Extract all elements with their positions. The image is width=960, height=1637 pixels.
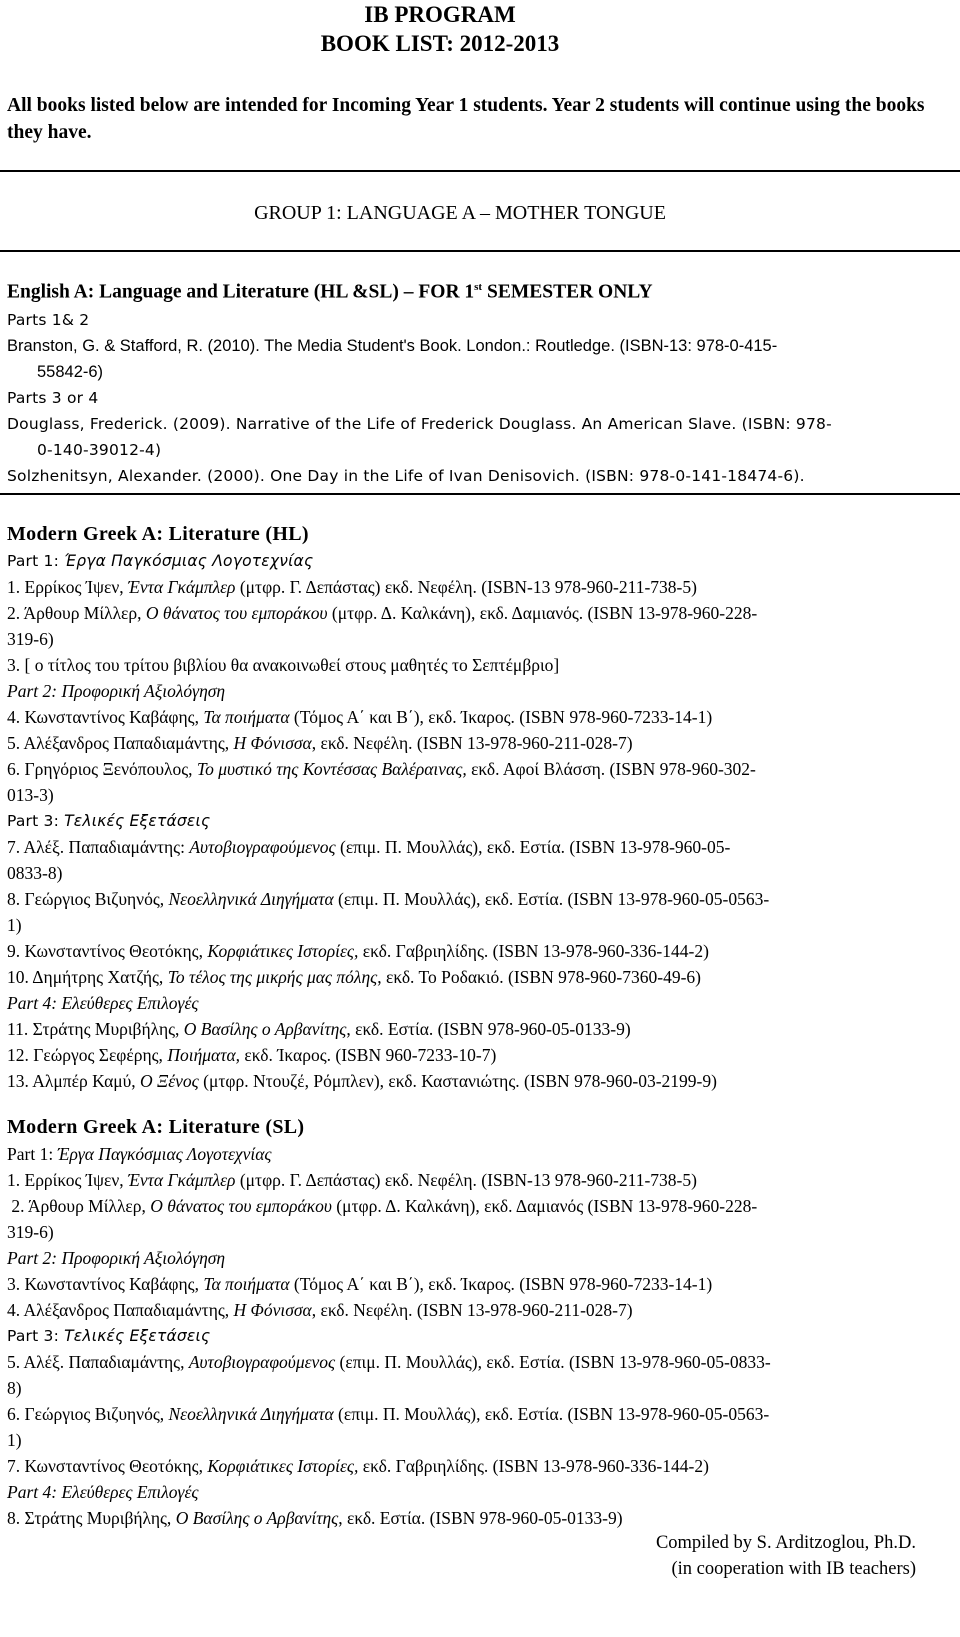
item-details: εκδ. Ίκαρος. (ISBN 960-7233-10-7) <box>240 1045 497 1065</box>
item-author: 10. Δημήτρης Χατζής, <box>7 967 168 987</box>
item-title: Η Φόνισσα <box>233 1300 312 1320</box>
item-author: 4. Αλέξανδρος Παπαδιαμάντης, <box>7 1300 234 1320</box>
part1-title: Έργα Παγκόσμιας Λογοτεχνίας <box>57 1144 272 1164</box>
part1-title: Έργα Παγκόσμιας Λογοτεχνίας <box>64 552 314 570</box>
english-parts-1-2: Parts 1& 2 <box>7 310 90 329</box>
douglass-line-2: 0-140-39012-4) <box>37 440 162 459</box>
part3-title: Τελικές Εξετάσεις <box>64 1327 211 1345</box>
item-author: 6. Γρηγόριος Ξενόπουλος, <box>7 759 197 779</box>
greek-sl-section <box>7 1113 957 1531</box>
branston-line-1: Branston, G. & Stafford, R. (2010). The Media Student's Book. London.: Routledge. (ISBN-13: 978-0-415- <box>7 336 778 355</box>
book-list-title: BOOK LIST: 2012-2013 <box>320 31 560 56</box>
greek-hl-item-6 <box>7 756 957 782</box>
part3-label: Part 3: <box>7 1327 65 1345</box>
item-title: Νεοελληνικά Διηγήματα <box>168 1404 334 1424</box>
greek-sl-part2 <box>7 1245 957 1271</box>
solzhenitsyn-isbn: (ISBN: 978-0-141-18474-6). <box>585 466 805 485</box>
item-details: (μτφρ. Δ. Καλκάνη), εκδ. Δαμιανός. (ISBN 13-978-960-228- <box>327 603 758 623</box>
greek-sl-item-5 <box>7 1349 957 1375</box>
item-details: (επιμ. Π. Μουλλάς), εκδ. Εστία. (ISBN 13-978-960-05-0833- <box>335 1352 771 1372</box>
branston-line-2: 55842-6) <box>37 362 104 381</box>
item-details: εκδ. Αφοί Βλάσση. (ISBN 978-960-302- <box>466 759 756 779</box>
greek-hl-part4 <box>7 990 957 1016</box>
english-heading-text: English A: Language and Literature (HL &SL) – FOR 1 <box>7 281 475 303</box>
item-title: Έντα Γκάμπλερ <box>128 1170 236 1190</box>
item-title: Αυτοβιογραφούμενος <box>189 837 336 857</box>
greek-hl-section <box>7 520 957 1094</box>
part3-title: Τελικές Εξετάσεις <box>64 812 211 830</box>
greek-hl-item-2-cont: 319-6) <box>7 629 54 649</box>
item-title: Το τέλος της μικρής μας πόλης <box>167 967 378 987</box>
greek-hl-item-12 <box>7 1042 957 1068</box>
item-title: Η Φόνισσα <box>233 733 312 753</box>
solzhenitsyn-line <box>7 463 957 489</box>
greek-hl-item-6-cont: 013-3) <box>7 785 54 805</box>
greek-sl-item-3 <box>7 1271 957 1297</box>
part1-label: Part 1: <box>7 552 65 570</box>
solzhenitsyn-title: One Day in the Life of Ivan Denisovich. <box>270 466 586 485</box>
item-title: Αυτοβιογραφούμενος <box>188 1352 336 1372</box>
item-author: 6. Γεώργιος Βιζυηνός, <box>7 1404 169 1424</box>
greek-sl-part3 <box>7 1323 957 1349</box>
greek-sl-item-6 <box>7 1401 957 1427</box>
item-details: (Τόμος Α΄ και Β΄), εκδ. Ίκαρος. (ISBN 978-960-7233-14-1) <box>289 1274 713 1294</box>
greek-hl-item-10 <box>7 964 957 990</box>
greek-sl-item-6-cont: 1) <box>7 1430 22 1450</box>
item-details: , εκδ. Εστία. (ISBN 978-960-05-0133-9) <box>338 1508 623 1528</box>
greek-sl-heading: Modern Greek A: Literature (SL) <box>7 1116 305 1138</box>
greek-hl-item-9 <box>7 938 957 964</box>
english-heading <box>7 273 957 307</box>
part2-title: Part 2: Προφορική Αξιολόγηση <box>7 681 226 701</box>
item-author: 3. Κωνσταντίνος Καβάφης, <box>7 1274 204 1294</box>
item-details: εκδ. Γαβριηλίδης. (ISBN 13-978-960-336-144-2) <box>358 1456 709 1476</box>
item-title: Ο θάνατος του εμποράκου <box>150 1196 332 1216</box>
greek-sl-item-2-cont: 319-6) <box>7 1222 54 1242</box>
item-title: Τα ποιήματα <box>203 707 290 727</box>
item-details: (επιμ. Π. Μουλλάς), εκδ. Εστία. (ISBN 13-978-960-05-0563- <box>333 1404 770 1424</box>
item-author: 12. Γεώργος Σεφέρης, <box>7 1045 168 1065</box>
part4-title: Part 4: Ελεύθερες Επιλογές <box>7 1482 199 1502</box>
greek-sl-item-7 <box>7 1453 957 1479</box>
greek-hl-part3 <box>7 808 957 834</box>
greek-hl-item-7 <box>7 834 957 860</box>
douglass-author: Douglass, Frederick. (2009). <box>7 414 236 433</box>
part2-title: Part 2: Προφορική Αξιολόγηση <box>7 1248 226 1268</box>
greek-sl-item-5-cont: 8) <box>7 1378 22 1398</box>
greek-hl-item-11 <box>7 1016 957 1042</box>
greek-sl-part4 <box>7 1479 957 1505</box>
item-author: 7. Κωνσταντίνος Θεοτόκης, <box>7 1456 208 1476</box>
item-title: Ο Βασίλης ο Αρβανίτης <box>183 1019 347 1039</box>
english-heading-tail: SEMESTER ONLY <box>482 281 653 303</box>
item-title: Κορφιάτικες Ιστορίες, <box>207 941 359 961</box>
cooperation-note: (in cooperation with IB teachers) <box>671 1559 916 1579</box>
greek-sl-item-1 <box>7 1167 957 1193</box>
greek-hl-part1 <box>7 548 957 574</box>
greek-hl-item-1 <box>7 574 957 600</box>
divider-top <box>0 170 960 172</box>
intro-paragraph: All books listed below are intended for Incoming Year 1 students. Year 2 students will continue using the books they have. <box>7 95 925 143</box>
greek-hl-heading: Modern Greek A: Literature (HL) <box>7 523 309 545</box>
douglass-line-1 <box>7 411 957 437</box>
item-author: 9. Κωνσταντίνος Θεοτόκης, <box>7 941 208 961</box>
item-author: 7. Αλέξ. Παπαδιαμάντης: <box>7 837 190 857</box>
greek-sl-part1 <box>7 1141 957 1167</box>
program-title: IB PROGRAM <box>364 2 516 27</box>
item-author: 13. Αλμπέρ Καμύ, <box>7 1071 141 1091</box>
item-title: Νεοελληνικά Διηγήματα <box>168 889 334 909</box>
item-title: Ποιήματα, <box>167 1045 241 1065</box>
item-title: Το μυστικό της Κοντέσσας Βαλέραινας, <box>196 759 467 779</box>
item-title: Κορφιάτικες Ιστορίες, <box>207 1456 359 1476</box>
part3-label: Part 3: <box>7 812 65 830</box>
item-author: 2. Άρθουρ Μίλλερ, <box>7 1196 151 1216</box>
greek-sl-item-4 <box>7 1297 957 1323</box>
greek-hl-item-3: 3. [ ο τίτλος του τρίτου βιβλίου θα ανακοινωθεί στους μαθητές το Σεπτέμβριο] <box>7 655 560 675</box>
item-author: 11. Στράτης Μυριβήλης, <box>7 1019 184 1039</box>
item-author: 8. Γεώργιος Βιζυηνός, <box>7 889 169 909</box>
greek-sl-item-2 <box>7 1193 957 1219</box>
greek-hl-item-2 <box>7 600 957 626</box>
item-details: , εκδ. Το Ροδακιό. (ISBN 978-960-7360-49-6) <box>377 967 701 987</box>
item-details: (επιμ. Π. Μουλλάς), εκδ. Εστία. (ISBN 13-978-960-05- <box>335 837 731 857</box>
english-section <box>7 273 957 489</box>
greek-hl-item-8-cont: 1) <box>7 915 22 935</box>
greek-hl-item-4 <box>7 704 957 730</box>
item-details: (μτφρ. Γ. Δεπάστας) εκδ. Νεφέλη. (ISBN-13 978-960-211-738-5) <box>235 1170 697 1190</box>
item-details: (μτφρ. Γ. Δεπάστας) εκδ. Νεφέλη. (ISBN-13 978-960-211-738-5) <box>235 577 697 597</box>
greek-hl-item-8 <box>7 886 957 912</box>
item-author: 5. Αλέξανδρος Παπαδιαμάντης, <box>7 733 234 753</box>
item-title: Ο Ξένος <box>140 1071 199 1091</box>
english-parts-3-4: Parts 3 or 4 <box>7 388 99 407</box>
greek-hl-item-13 <box>7 1068 957 1094</box>
item-details: , εκδ. Νεφέλη. (ISBN 13-978-960-211-028-7) <box>311 1300 633 1320</box>
item-title: Ο θάνατος του εμποράκου <box>145 603 328 623</box>
item-title: Τα ποιήματα <box>203 1274 290 1294</box>
item-title: Ο Βασίλης ο Αρβανίτης <box>175 1508 339 1528</box>
group-1-title: GROUP 1: LANGUAGE A – MOTHER TONGUE <box>254 202 666 224</box>
greek-hl-part2 <box>7 678 957 704</box>
part4-title: Part 4: Ελεύθερες Επιλογές <box>7 993 199 1013</box>
item-author: 4. Κωνσταντίνος Καβάφης, <box>7 707 204 727</box>
item-author: 1. Ερρίκος Ίψεν, <box>7 577 129 597</box>
item-details: (επιμ. Π. Μουλλάς), εκδ. Εστία. (ISBN 13-978-960-05-0563- <box>333 889 770 909</box>
item-details: , εκδ. Εστία. (ISBN 978-960-05-0133-9) <box>346 1019 631 1039</box>
item-details: (μτφρ. Δ. Καλκάνη), εκδ. Δαμιανός (ISBN 13-978-960-228- <box>331 1196 758 1216</box>
compiled-by: Compiled by S. Arditzoglou, Ph.D. <box>655 1533 916 1553</box>
item-details: (Τόμος Α΄ και Β΄), εκδ. Ίκαρος. (ISBN 978-960-7233-14-1) <box>289 707 713 727</box>
divider-english <box>0 493 960 495</box>
english-heading-sup: st <box>474 281 483 293</box>
item-details: , εκδ. Νεφέλη. (ISBN 13-978-960-211-028-7) <box>311 733 633 753</box>
greek-sl-item-8 <box>7 1505 957 1531</box>
divider-group <box>0 250 960 252</box>
greek-hl-item-7-cont: 0833-8) <box>7 863 63 883</box>
item-author: 5. Αλέξ. Παπαδιαμάντης, <box>7 1352 189 1372</box>
item-author: 2. Άρθουρ Μίλλερ, <box>7 603 146 623</box>
item-title: Έντα Γκάμπλερ <box>128 577 236 597</box>
douglass-title: Narrative of the Life of Frederick Douglass. An American Slave. (ISBN: 978- <box>235 414 832 433</box>
solzhenitsyn-author: Solzhenitsyn, Alexander. (2000). <box>7 466 271 485</box>
item-details: (μτφρ. Ντουζέ, Ρόμπλεν), εκδ. Καστανιώτης. (ISBN 978-960-03-2199-9) <box>198 1071 717 1091</box>
item-author: 1. Ερρίκος Ίψεν, <box>7 1170 129 1190</box>
item-details: εκδ. Γαβριηλίδης. (ISBN 13-978-960-336-144-2) <box>358 941 709 961</box>
part1-label: Part 1: <box>7 1144 58 1164</box>
greek-hl-item-5 <box>7 730 957 756</box>
item-author: 8. Στράτης Μυριβήλης, <box>7 1508 176 1528</box>
